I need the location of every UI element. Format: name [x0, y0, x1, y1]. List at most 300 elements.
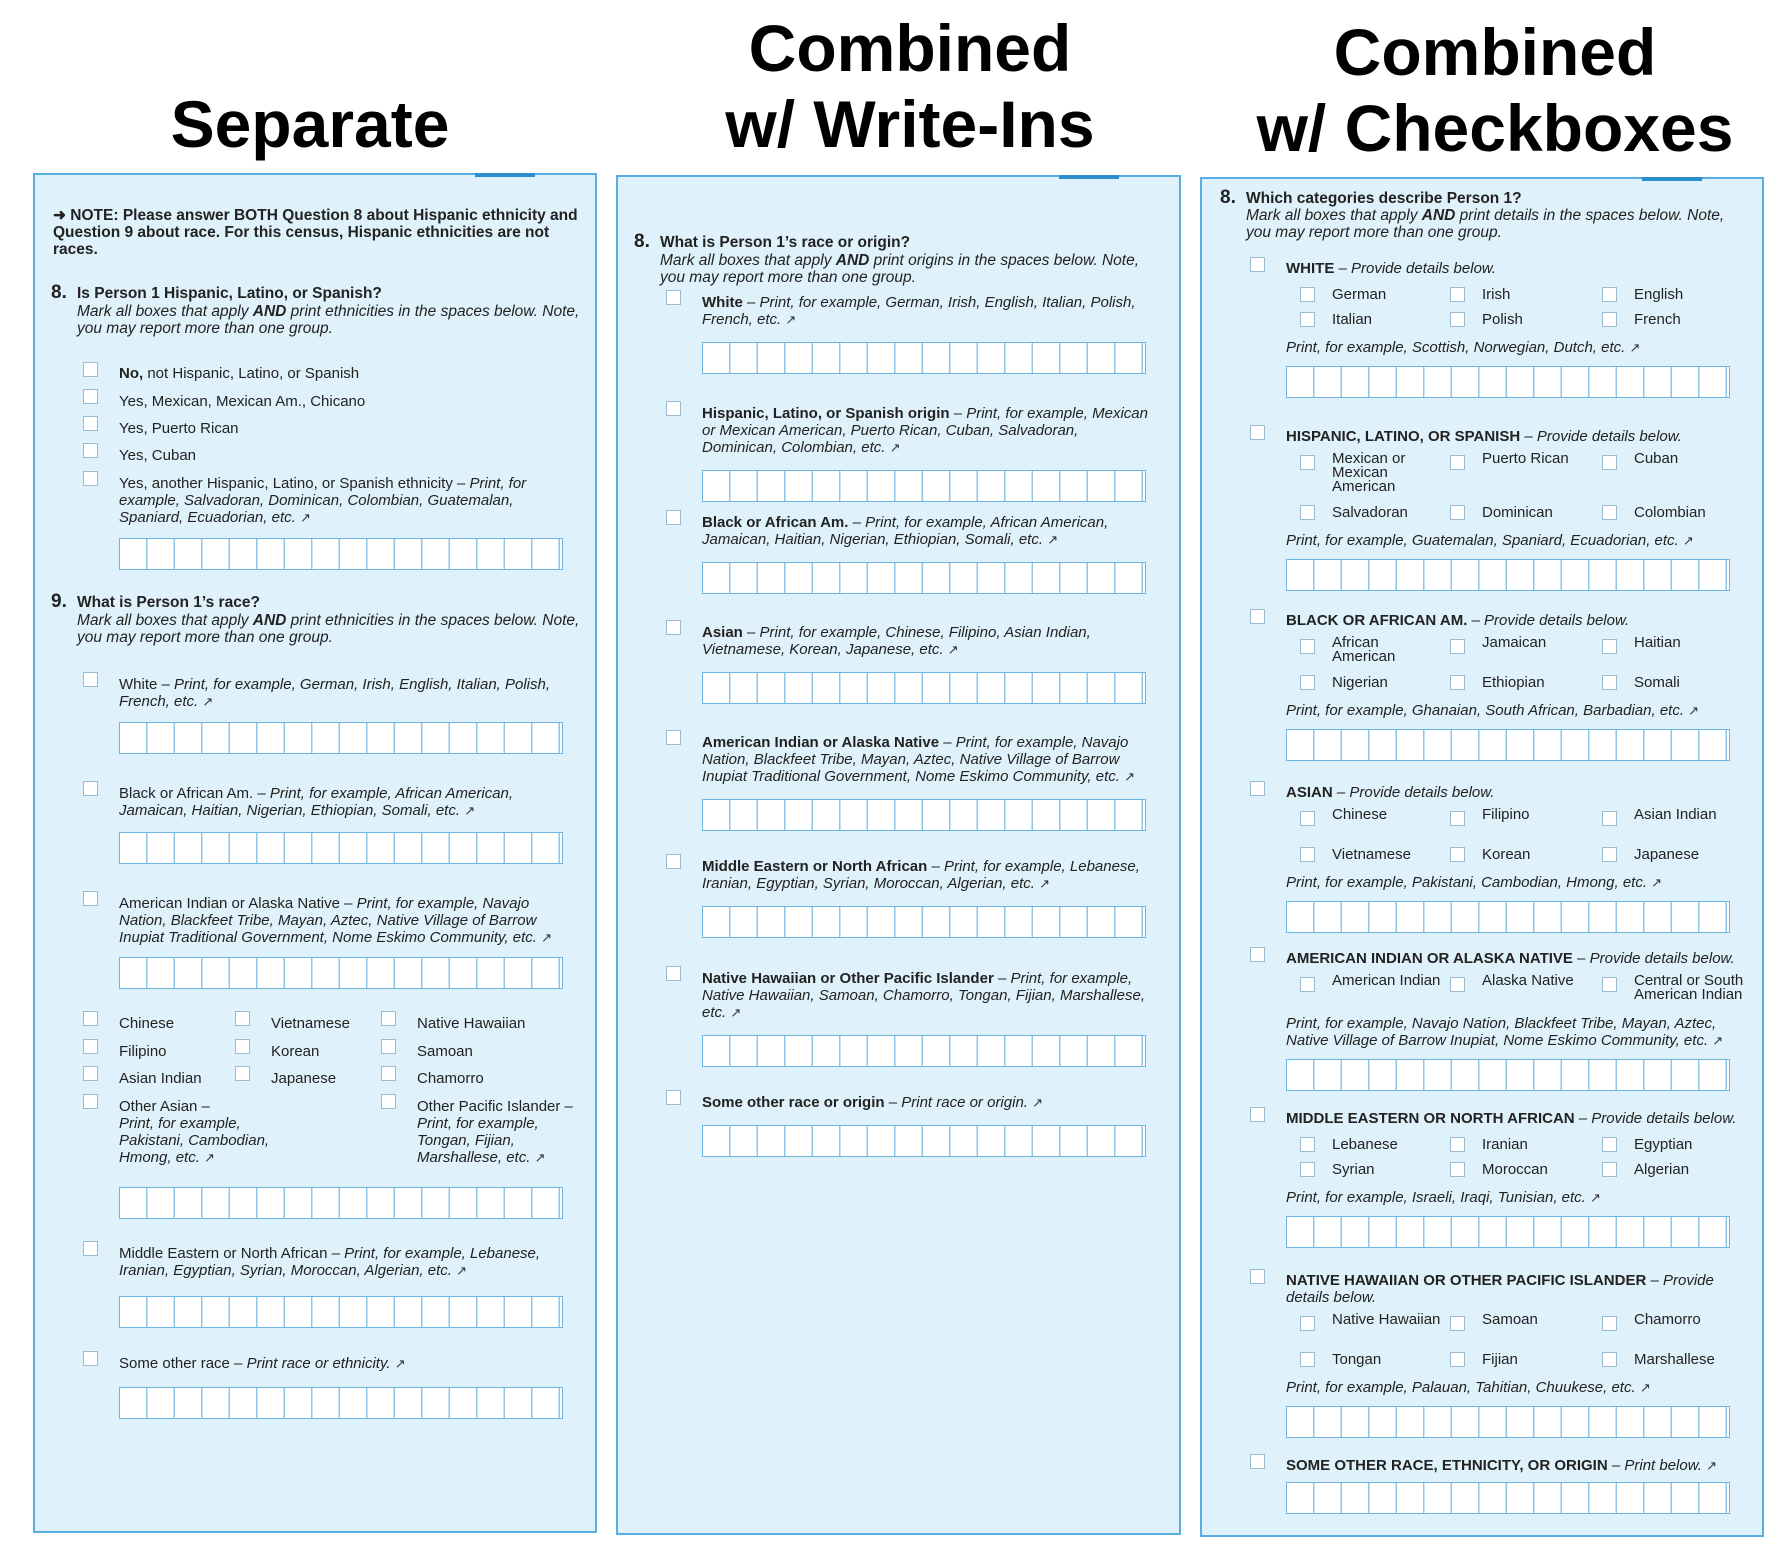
q9-aian-label: American Indian or Alaska Native –: [119, 895, 357, 912]
cb-option-central-or-south-american-indian: Central or South American Indian: [1634, 972, 1744, 1003]
cb-write-in-middle-eastern-or-north-african[interactable]: [1286, 1216, 1730, 1248]
cb-print-instruction-middle-eastern-or-north-african: [1286, 1189, 1751, 1206]
heading-checkboxes-line2: w/ Checkboxes: [1256, 91, 1734, 165]
separate-note: ➜ NOTE: Please answer BOTH Question 8 about Hispanic ethnicity and Question 9 about race. For this census, Hispanic ethnicities are not races.: [53, 207, 578, 258]
wi-option-asian: [702, 624, 1152, 658]
q9-option-other-asian: [119, 1098, 289, 1166]
q8-instr-post: print ethnicities in the spaces below. Note, you may report more than one group.: [77, 303, 580, 337]
q9-instr-pre: Mark all boxes that apply: [77, 612, 253, 629]
wi-title: What is Person 1’s race or origin?: [660, 234, 911, 251]
cb-print-instruction-black-or-african-am: [1286, 702, 1751, 719]
q8-checkbox-mexican[interactable]: [83, 389, 98, 404]
q9-black-italic: Print, for example, African American, Jamaican, Haitian, Nigerian, Ethiopian, Somali, etc.: [119, 785, 514, 819]
cb-group-provide: – Provide details below.: [1332, 784, 1495, 801]
q8-option-another: [119, 475, 559, 526]
cb-group-checkbox-native-hawaiian-or-other-pacific-islander[interactable]: [1250, 1269, 1265, 1284]
cb-option-polish: Polish: [1482, 311, 1523, 328]
q8-checkbox-no[interactable]: [83, 362, 98, 377]
q9-checkbox-other-pacific[interactable]: [381, 1094, 396, 1109]
wi-option-bold: Hispanic, Latino, or Spanish origin: [702, 405, 950, 422]
cb-checkbox-puerto-rican[interactable]: [1450, 455, 1465, 470]
q9-checkbox-asian-indian[interactable]: [83, 1066, 98, 1081]
heading-checkboxes: [1235, 14, 1755, 166]
q9-asian-pacific-write-in[interactable]: [119, 1187, 563, 1219]
wi-option-dash: –: [927, 858, 944, 875]
panel-checkboxes: [1200, 177, 1764, 1537]
wi-option-some-other-race-or-origin: [702, 1094, 1152, 1111]
wi-option-italic: Print, for example, Lebanese, Iranian, Egyptian, Syrian, Moroccan, Algerian, etc.: [702, 858, 1140, 892]
q9-option-chinese: Chinese: [119, 1015, 175, 1032]
cb-instr-pre: Mark all boxes that apply: [1246, 207, 1422, 224]
cb-option-haitian: Haitian: [1634, 634, 1681, 651]
cb-group-provide: – Provide details below.: [1334, 260, 1497, 277]
wi-option-dash: –: [742, 624, 760, 641]
q9-other-pacific-label: Other Pacific Islander –: [417, 1098, 573, 1115]
cb-instructions: [1246, 207, 1746, 241]
wi-option-italic: Print, for example, Navajo Nation, Blackfeet Tribe, Mayan, Aztec, Native Village of Barrow Inupiat Traditional Government, Nome Eskimo Community, etc.: [702, 734, 1129, 785]
cb-option-nigerian: Nigerian: [1332, 674, 1388, 691]
q9-black-label: Black or African Am. –: [119, 785, 270, 802]
cb-write-in-white[interactable]: [1286, 366, 1730, 398]
wi-option-italic: Print, for example, German, Irish, English, Italian, Polish, French, etc.: [702, 294, 1136, 328]
wi-checkbox-white[interactable]: [666, 290, 681, 305]
cb-option-somali: Somali: [1634, 674, 1680, 691]
cb-instr-and: AND: [1421, 207, 1456, 224]
q9-option-other-race: [119, 1355, 559, 1372]
cb-print-text: Print, for example, Navajo Nation, Blackfeet Tribe, Mayan, Aztec, Native Village of Barrow Inupiat, Nome Eskimo Community, etc.: [1286, 1015, 1717, 1049]
cb-checkbox-samoan[interactable]: [1450, 1316, 1465, 1331]
wi-checkbox-american-indian-or-alaska-native[interactable]: [666, 730, 681, 745]
cb-print-instruction-asian: [1286, 874, 1751, 891]
q9-checkbox-korean[interactable]: [235, 1039, 250, 1054]
q9-aian-italic: Print, for example, Navajo Nation, Blackfeet Tribe, Mayan, Aztec, Native Village of Barrow Inupiat Traditional Government, Nome Eskimo Community, etc.: [119, 895, 537, 946]
cb-group-provide: – Provide details below.: [1572, 950, 1735, 967]
cb-checkbox-haitian[interactable]: [1602, 639, 1617, 654]
q9-checkbox-black[interactable]: [83, 781, 98, 796]
cb-option-japanese: Japanese: [1634, 846, 1700, 863]
q9-mena-label: Middle Eastern or North African –: [119, 1245, 345, 1262]
write-in-arrow-icon: ↗: [947, 642, 959, 657]
write-in-arrow-icon: ↗: [299, 510, 311, 525]
q9-checkbox-japanese[interactable]: [235, 1066, 250, 1081]
cb-option-alaska-native: Alaska Native: [1482, 972, 1574, 989]
q8-write-in[interactable]: [119, 538, 563, 570]
cb-option-colombian: Colombian: [1634, 504, 1706, 521]
cb-group-title-black-or-african-am: [1286, 612, 1756, 629]
write-in-arrow-icon: ↗: [1047, 532, 1059, 547]
cb-option-german: German: [1332, 286, 1387, 303]
cb-option-italian: Italian: [1332, 311, 1373, 328]
wi-option-dash: –: [742, 294, 760, 311]
wi-checkbox-black-or-african-am[interactable]: [666, 510, 681, 525]
q8-option-no-rest: not Hispanic, Latino, or Spanish: [143, 365, 360, 382]
cb-checkbox-jamaican[interactable]: [1450, 639, 1465, 654]
cb-instr-post: print details in the spaces below. Note, you may report more than one group.: [1246, 207, 1725, 241]
wi-number: 8.: [634, 231, 650, 252]
cb-option-vietnamese: Vietnamese: [1332, 846, 1411, 863]
q9-instr-and: AND: [252, 612, 287, 629]
q9-instructions: [77, 612, 587, 646]
q9-checkbox-chinese[interactable]: [83, 1011, 98, 1026]
q9-option-asian-indian: Asian Indian: [119, 1070, 202, 1087]
cb-checkbox-moroccan[interactable]: [1450, 1162, 1465, 1177]
q9-checkbox-white[interactable]: [83, 672, 98, 687]
cb-print-text: Print, for example, Guatemalan, Spaniard, Ecuadorian, etc.: [1286, 532, 1679, 549]
cb-group-checkbox-black-or-african-am[interactable]: [1250, 609, 1265, 624]
wi-checkbox-hispanic-latino-or-spanish-origin[interactable]: [666, 401, 681, 416]
cb-option-algerian: Algerian: [1634, 1161, 1690, 1178]
wi-write-in-hispanic-latino-or-spanish-origin[interactable]: [702, 470, 1146, 502]
cb-print-text: Print, for example, Israeli, Iraqi, Tunisian, etc.: [1286, 1189, 1586, 1206]
cb-group-title-bold: MIDDLE EASTERN OR NORTH AFRICAN: [1286, 1110, 1575, 1127]
cb-print-text: Print, for example, Palauan, Tahitian, Chuukese, etc.: [1286, 1379, 1636, 1396]
cb-print-instruction-native-hawaiian-or-other-pacific-islander: [1286, 1379, 1751, 1396]
q8-number: 8.: [51, 282, 67, 303]
cb-option-asian-indian: Asian Indian: [1634, 806, 1717, 823]
cb-write-in-some-other-race-ethnicity-or-origin[interactable]: [1286, 1482, 1730, 1514]
cb-checkbox-ethiopian[interactable]: [1450, 675, 1465, 690]
cb-checkbox-chinese[interactable]: [1300, 811, 1315, 826]
wi-option-black-or-african-am: [702, 514, 1152, 548]
cb-option-iranian: Iranian: [1482, 1136, 1528, 1153]
cb-option-syrian: Syrian: [1332, 1161, 1375, 1178]
write-in-arrow-icon: ↗: [1590, 1190, 1601, 1205]
write-in-arrow-icon: ↗: [1039, 876, 1051, 891]
cb-group-title-bold: ASIAN: [1286, 784, 1333, 801]
wi-option-dash: –: [939, 734, 956, 751]
cb-checkbox-chamorro[interactable]: [1602, 1316, 1617, 1331]
cb-checkbox-filipino[interactable]: [1450, 811, 1465, 826]
wi-option-bold: Some other race or origin: [702, 1094, 885, 1111]
cb-checkbox-salvadoran[interactable]: [1300, 505, 1315, 520]
q9-title: What is Person 1’s race?: [77, 594, 260, 611]
q9-checkbox-aian[interactable]: [83, 891, 98, 906]
q9-white-italic: Print, for example, German, Irish, English, Italian, Polish, French, etc.: [119, 676, 551, 710]
q9-mena-write-in[interactable]: [119, 1296, 563, 1328]
cb-print-instruction-hispanic-latino-or-spanish: [1286, 532, 1751, 549]
wi-option-dash: –: [848, 514, 866, 531]
q8-option-cuban: Yes, Cuban: [119, 447, 197, 464]
cb-option-puerto-rican: Puerto Rican: [1482, 450, 1569, 467]
wi-instructions: [660, 252, 1155, 286]
heading-checkboxes-line1: Combined: [1333, 15, 1657, 89]
cb-checkbox-mexican-or-mexican-american[interactable]: [1300, 455, 1315, 470]
cb-group-checkbox-some-other-race-ethnicity-or-origin[interactable]: [1250, 1454, 1265, 1469]
cb-group-provide: – Print below.: [1607, 1457, 1702, 1474]
wi-option-italic: Print, for example, Chinese, Filipino, Asian Indian, Vietnamese, Korean, Japanese, etc.: [702, 624, 1091, 658]
cb-group-title-bold: NATIVE HAWAIIAN OR OTHER PACIFIC ISLANDER: [1286, 1272, 1647, 1289]
cb-option-samoan: Samoan: [1482, 1311, 1538, 1328]
cb-option-english: English: [1634, 286, 1684, 303]
cb-group-title-bold: WHITE: [1286, 260, 1335, 277]
panel-write-ins: [616, 175, 1181, 1535]
cb-checkbox-fijian[interactable]: [1450, 1352, 1465, 1367]
cb-group-provide: – Provide details below.: [1286, 1272, 1714, 1306]
cb-checkbox-syrian[interactable]: [1300, 1162, 1315, 1177]
wi-checkbox-native-hawaiian-or-other-pacific-islander[interactable]: [666, 966, 681, 981]
wi-option-bold: Black or African Am.: [702, 514, 849, 531]
wi-checkbox-asian[interactable]: [666, 620, 681, 635]
cb-checkbox-somali[interactable]: [1602, 675, 1617, 690]
q9-option-native-hawaiian: Native Hawaiian: [417, 1015, 526, 1032]
cb-group-checkbox-asian[interactable]: [1250, 781, 1265, 796]
cb-option-jamaican: Jamaican: [1482, 634, 1547, 651]
wi-instr-pre: Mark all boxes that apply: [660, 252, 836, 269]
cb-group-checkbox-middle-eastern-or-north-african[interactable]: [1250, 1107, 1265, 1122]
cb-write-in-native-hawaiian-or-other-pacific-islander[interactable]: [1286, 1406, 1730, 1438]
write-in-arrow-icon: ↗: [464, 803, 476, 818]
cb-checkbox-vietnamese[interactable]: [1300, 847, 1315, 862]
cb-option-marshallese: Marshallese: [1634, 1351, 1715, 1368]
q9-option-other-pacific: [417, 1098, 577, 1166]
cb-checkbox-marshallese[interactable]: [1602, 1352, 1617, 1367]
cb-group-title-native-hawaiian-or-other-pacific-islander: [1286, 1272, 1756, 1306]
cb-checkbox-polish[interactable]: [1450, 312, 1465, 327]
cb-group-checkbox-white[interactable]: [1250, 257, 1265, 272]
cb-group-title-hispanic-latino-or-spanish: [1286, 428, 1756, 445]
cb-checkbox-japanese[interactable]: [1602, 847, 1617, 862]
write-in-arrow-icon: ↗: [785, 312, 797, 327]
q9-option-samoan: Samoan: [417, 1043, 473, 1060]
heading-write-ins: [700, 10, 1120, 162]
cb-checkbox-nigerian[interactable]: [1300, 675, 1315, 690]
q8-option-no: [119, 365, 359, 382]
write-in-arrow-icon: ↗: [394, 1356, 406, 1371]
q9-checkbox-samoan[interactable]: [381, 1039, 396, 1054]
cb-print-text: Print, for example, Ghanaian, South African, Barbadian, etc.: [1286, 702, 1684, 719]
q9-other-label: Some other race –: [119, 1355, 247, 1372]
q8-checkbox-cuban[interactable]: [83, 443, 98, 458]
cb-checkbox-alaska-native[interactable]: [1450, 977, 1465, 992]
write-in-arrow-icon: ↗: [541, 930, 553, 945]
q9-other-asian-label: Other Asian –: [119, 1098, 210, 1115]
cb-option-dominican: Dominican: [1482, 504, 1553, 521]
cb-option-american-indian: American Indian: [1332, 972, 1441, 989]
cb-write-in-asian[interactable]: [1286, 901, 1730, 933]
cb-print-instruction-white: [1286, 339, 1751, 356]
wi-option-bold: White: [702, 294, 743, 311]
cb-option-native-hawaiian: Native Hawaiian: [1332, 1311, 1441, 1328]
cb-print-text: Print, for example, Pakistani, Cambodian, Hmong, etc.: [1286, 874, 1647, 891]
cb-option-filipino: Filipino: [1482, 806, 1530, 823]
wi-option-american-indian-or-alaska-native: [702, 734, 1152, 785]
cb-checkbox-african-american[interactable]: [1300, 639, 1315, 654]
q9-other-race-write-in[interactable]: [119, 1387, 563, 1419]
q9-option-chamorro: Chamorro: [417, 1070, 484, 1087]
q8-option-puerto-rican: Yes, Puerto Rican: [119, 420, 239, 437]
cb-checkbox-dominican[interactable]: [1450, 505, 1465, 520]
cb-option-chinese: Chinese: [1332, 806, 1388, 823]
q9-option-vietnamese: Vietnamese: [271, 1015, 350, 1032]
cb-checkbox-iranian[interactable]: [1450, 1137, 1465, 1152]
heading-separate: Separate: [170, 87, 450, 161]
cb-group-title-white: [1286, 260, 1756, 277]
write-in-arrow-icon: ↗: [202, 694, 214, 709]
write-in-arrow-icon: ↗: [1712, 1033, 1724, 1048]
wi-option-hispanic-latino-or-spanish-origin: [702, 405, 1152, 456]
write-in-arrow-icon: ↗: [889, 440, 901, 455]
cb-option-french: French: [1634, 311, 1681, 328]
wi-option-bold: Asian: [702, 624, 743, 641]
cb-group-title-bold: HISPANIC, LATINO, OR SPANISH: [1286, 428, 1521, 445]
wi-option-italic: Print, for example, Native Hawaiian, Samoan, Chamorro, Tongan, Fijian, Marshallese, etc.: [702, 970, 1145, 1021]
cb-option-tongan: Tongan: [1332, 1351, 1382, 1368]
wi-option-italic: Print, for example, Mexican or Mexican American, Puerto Rican, Cuban, Salvadoran, Dominican, Colombian, etc.: [702, 405, 1148, 456]
cb-option-irish: Irish: [1482, 286, 1511, 303]
cb-print-text: Print, for example, Scottish, Norwegian, Dutch, etc.: [1286, 339, 1626, 356]
wi-write-in-white[interactable]: [702, 342, 1146, 374]
q8-option-no-bold: No,: [119, 365, 144, 382]
cb-checkbox-colombian[interactable]: [1602, 505, 1617, 520]
q9-checkbox-other-race[interactable]: [83, 1351, 98, 1366]
cb-checkbox-italian[interactable]: [1300, 312, 1315, 327]
write-in-arrow-icon: ↗: [1706, 1458, 1717, 1473]
cb-option-cuban: Cuban: [1634, 450, 1679, 467]
q9-white-label: White –: [119, 676, 175, 693]
cb-group-title-asian: [1286, 784, 1756, 801]
q8-title: Is Person 1 Hispanic, Latino, or Spanish?: [77, 285, 382, 302]
q9-other-pacific-italic: Print, for example, Tongan, Fijian, Marshallese, etc.: [417, 1115, 539, 1166]
wi-write-in-some-other-race-or-origin[interactable]: [702, 1125, 1146, 1157]
cb-checkbox-tongan[interactable]: [1300, 1352, 1315, 1367]
cb-group-title-bold: AMERICAN INDIAN OR ALASKA NATIVE: [1286, 950, 1573, 967]
q9-other-italic: Print race or ethnicity.: [246, 1355, 391, 1372]
cb-print-instruction-american-indian-or-alaska-native: [1286, 1015, 1751, 1049]
wi-option-bold: American Indian or Alaska Native: [702, 734, 940, 751]
wi-option-dash: –: [884, 1094, 902, 1111]
wi-option-bold: Native Hawaiian or Other Pacific Islander: [702, 970, 994, 987]
cb-checkbox-algerian[interactable]: [1602, 1162, 1617, 1177]
cb-checkbox-german[interactable]: [1300, 287, 1315, 302]
cb-group-title-bold: BLACK OR AFRICAN AM.: [1286, 612, 1468, 629]
write-in-arrow-icon: ↗: [1688, 703, 1700, 718]
q9-black-write-in[interactable]: [119, 832, 563, 864]
panel-separate: [33, 173, 597, 1533]
q9-option-japanese: Japanese: [271, 1070, 337, 1087]
cb-write-in-hispanic-latino-or-spanish[interactable]: [1286, 559, 1730, 591]
write-in-arrow-icon: ↗: [1124, 769, 1136, 784]
q9-instr-post: print ethnicities in the spaces below. Note, you may report more than one group.: [77, 612, 580, 646]
write-in-arrow-icon: ↗: [730, 1005, 742, 1020]
q8-instr-and: AND: [252, 303, 287, 320]
wi-checkbox-middle-eastern-or-north-african[interactable]: [666, 854, 681, 869]
heading-write-ins-line2: w/ Write-Ins: [725, 87, 1095, 161]
wi-option-bold: Middle Eastern or North African: [702, 858, 928, 875]
cb-checkbox-egyptian[interactable]: [1602, 1137, 1617, 1152]
cb-group-title-some-other-race-ethnicity-or-origin: [1286, 1457, 1756, 1474]
cb-write-in-black-or-african-am[interactable]: [1286, 729, 1730, 761]
wi-write-in-american-indian-or-alaska-native[interactable]: [702, 799, 1146, 831]
wi-option-native-hawaiian-or-other-pacific-islander: [702, 970, 1152, 1021]
wi-write-in-asian[interactable]: [702, 672, 1146, 704]
q9-option-filipino: Filipino: [119, 1043, 167, 1060]
q9-aian-write-in[interactable]: [119, 957, 563, 989]
cb-checkbox-central-or-south-american-indian[interactable]: [1602, 977, 1617, 992]
cb-checkbox-lebanese[interactable]: [1300, 1137, 1315, 1152]
q9-checkbox-mena[interactable]: [83, 1241, 98, 1256]
write-in-arrow-icon: ↗: [1629, 340, 1641, 355]
cb-option-salvadoran: Salvadoran: [1332, 504, 1408, 521]
q9-option-black: [119, 785, 559, 819]
wi-instr-post: print origins in the spaces below. Note, you may report more than one group.: [660, 252, 1140, 286]
wi-write-in-middle-eastern-or-north-african[interactable]: [702, 906, 1146, 938]
q9-checkbox-vietnamese[interactable]: [235, 1011, 250, 1026]
write-in-arrow-icon: ↗: [1682, 533, 1694, 548]
write-in-arrow-icon: ↗: [1651, 875, 1663, 890]
cb-option-ethiopian: Ethiopian: [1482, 674, 1545, 691]
cb-group-checkbox-hispanic-latino-or-spanish[interactable]: [1250, 425, 1265, 440]
write-in-arrow-icon: ↗: [1032, 1095, 1044, 1110]
q9-option-korean: Korean: [271, 1043, 320, 1060]
q8-option-mexican: Yes, Mexican, Mexican Am., Chicano: [119, 393, 366, 410]
cb-title: Which categories describe Person 1?: [1246, 190, 1522, 207]
cb-write-in-american-indian-or-alaska-native[interactable]: [1286, 1059, 1730, 1091]
wi-checkbox-some-other-race-or-origin[interactable]: [666, 1090, 681, 1105]
q8-checkbox-another[interactable]: [83, 471, 98, 486]
q9-option-white: [119, 676, 559, 710]
cb-checkbox-english[interactable]: [1602, 287, 1617, 302]
wi-option-middle-eastern-or-north-african: [702, 858, 1152, 892]
write-in-arrow-icon: ↗: [1639, 1380, 1651, 1395]
wi-write-in-native-hawaiian-or-other-pacific-islander[interactable]: [702, 1035, 1146, 1067]
q8-another-italic: Print, for example, Salvadoran, Dominican, Colombian, Guatemalan, Spaniard, Ecuadorian, etc.: [119, 475, 527, 526]
wi-option-italic: Print race or origin.: [901, 1094, 1028, 1111]
cb-option-korean: Korean: [1482, 846, 1531, 863]
cb-group-title-american-indian-or-alaska-native: [1286, 950, 1756, 967]
cb-group-title-middle-eastern-or-north-african: [1286, 1110, 1756, 1127]
cb-option-chamorro: Chamorro: [1634, 1311, 1701, 1328]
write-in-arrow-icon: ↗: [456, 1263, 468, 1278]
q9-checkbox-other-asian[interactable]: [83, 1094, 98, 1109]
wi-option-dash: –: [949, 405, 967, 422]
q9-checkbox-chamorro[interactable]: [381, 1066, 396, 1081]
cb-checkbox-french[interactable]: [1602, 312, 1617, 327]
cb-group-checkbox-american-indian-or-alaska-native[interactable]: [1250, 947, 1265, 962]
cb-checkbox-asian-indian[interactable]: [1602, 811, 1617, 826]
cb-checkbox-korean[interactable]: [1450, 847, 1465, 862]
cb-checkbox-irish[interactable]: [1450, 287, 1465, 302]
cb-group-provide: – Provide details below.: [1467, 612, 1630, 629]
q9-option-aian: [119, 895, 567, 946]
q8-instr-pre: Mark all boxes that apply: [77, 303, 253, 320]
cb-option-african-american: African American: [1332, 634, 1396, 665]
q9-white-write-in[interactable]: [119, 722, 563, 754]
cb-checkbox-american-indian[interactable]: [1300, 977, 1315, 992]
heading-write-ins-line1: Combined: [748, 11, 1072, 85]
wi-instr-and: AND: [835, 252, 870, 269]
cb-group-title-bold: SOME OTHER RACE, ETHNICITY, OR ORIGIN: [1286, 1457, 1608, 1474]
q8-instructions: [77, 303, 587, 337]
q9-checkbox-native-hawaiian[interactable]: [381, 1011, 396, 1026]
q8-checkbox-puerto-rican[interactable]: [83, 416, 98, 431]
cb-option-lebanese: Lebanese: [1332, 1136, 1398, 1153]
cb-group-provide: – Provide details below.: [1574, 1110, 1737, 1127]
q9-other-asian-italic: Print, for example, Pakistani, Cambodian, Hmong, etc.: [119, 1115, 270, 1166]
wi-option-dash: –: [993, 970, 1011, 987]
wi-option-white: [702, 294, 1152, 328]
q9-mena-italic: Print, for example, Lebanese, Iranian, Egyptian, Syrian, Moroccan, Algerian, etc.: [119, 1245, 541, 1279]
cb-option-fijian: Fijian: [1482, 1351, 1518, 1368]
cb-option-mexican-or-mexican-american: Mexican or Mexican American: [1332, 450, 1406, 495]
write-in-arrow-icon: ↗: [204, 1150, 215, 1165]
cb-checkbox-cuban[interactable]: [1602, 455, 1617, 470]
q8-another-label: Yes, another Hispanic, Latino, or Spanish ethnicity –: [119, 475, 470, 492]
wi-write-in-black-or-african-am[interactable]: [702, 562, 1146, 594]
q9-option-mena: [119, 1245, 559, 1279]
q9-checkbox-filipino[interactable]: [83, 1039, 98, 1054]
write-in-arrow-icon: ↗: [534, 1150, 546, 1165]
cb-checkbox-native-hawaiian[interactable]: [1300, 1316, 1315, 1331]
